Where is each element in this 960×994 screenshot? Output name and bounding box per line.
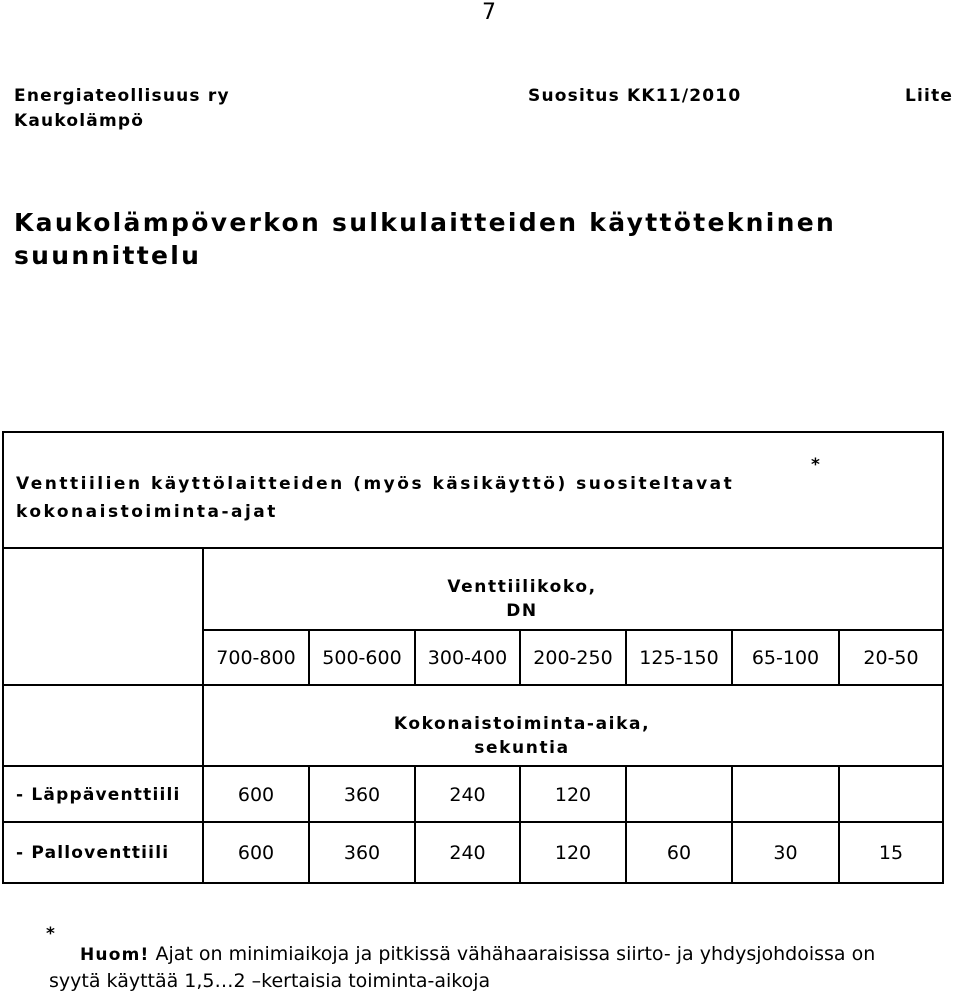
size-cell: 500-600 [322,647,402,669]
time-header-line1: Kokonaistoiminta-aika, [393,714,651,734]
header-recommendation: Suositus KK11/2010 [528,86,742,106]
time-header-line2: sekuntia [474,738,570,758]
size-cell: 300-400 [427,647,508,669]
size-header-line2: DN [506,601,538,621]
size-cell: 200-250 [533,647,613,669]
size-cell: 700-800 [216,647,296,669]
table-caption-text: Venttiilien käyttölaitteiden (myös käsikäyttö) suositeltavat kokonaistoiminta-ajat [16,474,735,522]
header-appendix: Liite [905,86,954,106]
time-header [204,712,840,760]
table-cell: 240 [449,842,486,864]
page-number: 7 [482,0,496,25]
table-caption [16,470,816,526]
size-cell: 125-150 [639,647,719,669]
document-title: Kaukolämpöverkon sulkulaitteiden käyttötekninen suunnittelu [14,208,837,270]
footnote-line2: syytä käyttää 1,5…2 –kertaisia toiminta-aikoja [49,970,491,992]
table-cell: 120 [554,842,592,864]
table-cell: 15 [878,842,904,864]
footnote-text: Ajat on minimiaikoja ja pitkissä vähähaaraisissa siirto- ja yhdysjohdoissa on [149,943,876,965]
table-cell: 600 [237,784,275,806]
table-cell: 600 [237,842,275,864]
size-cell: 65-100 [751,647,820,669]
table-cell: 360 [343,842,381,864]
footnote-line1 [80,943,875,965]
footnote-asterisk: * [46,924,55,944]
table-cell: 120 [554,784,592,806]
size-header-line1: Venttiilikoko, [447,577,597,597]
size-header [204,575,840,623]
row-label-ball-valve: - Palloventtiili [16,843,170,863]
header-organization: Energiateollisuus ry [14,86,230,106]
operating-time-table [2,431,944,884]
table-cell: 30 [773,842,798,864]
size-cell: 20-50 [863,647,919,669]
table-cell: 60 [666,842,692,864]
table-cell: 360 [343,784,381,806]
caption-asterisk: * [811,455,820,475]
footnote-note-label: Huom! [80,945,150,965]
row-label-butterfly-valve: - Läppäventtiili [16,785,181,805]
header-department: Kaukolämpö [14,111,145,131]
table-cell: 240 [449,784,486,806]
